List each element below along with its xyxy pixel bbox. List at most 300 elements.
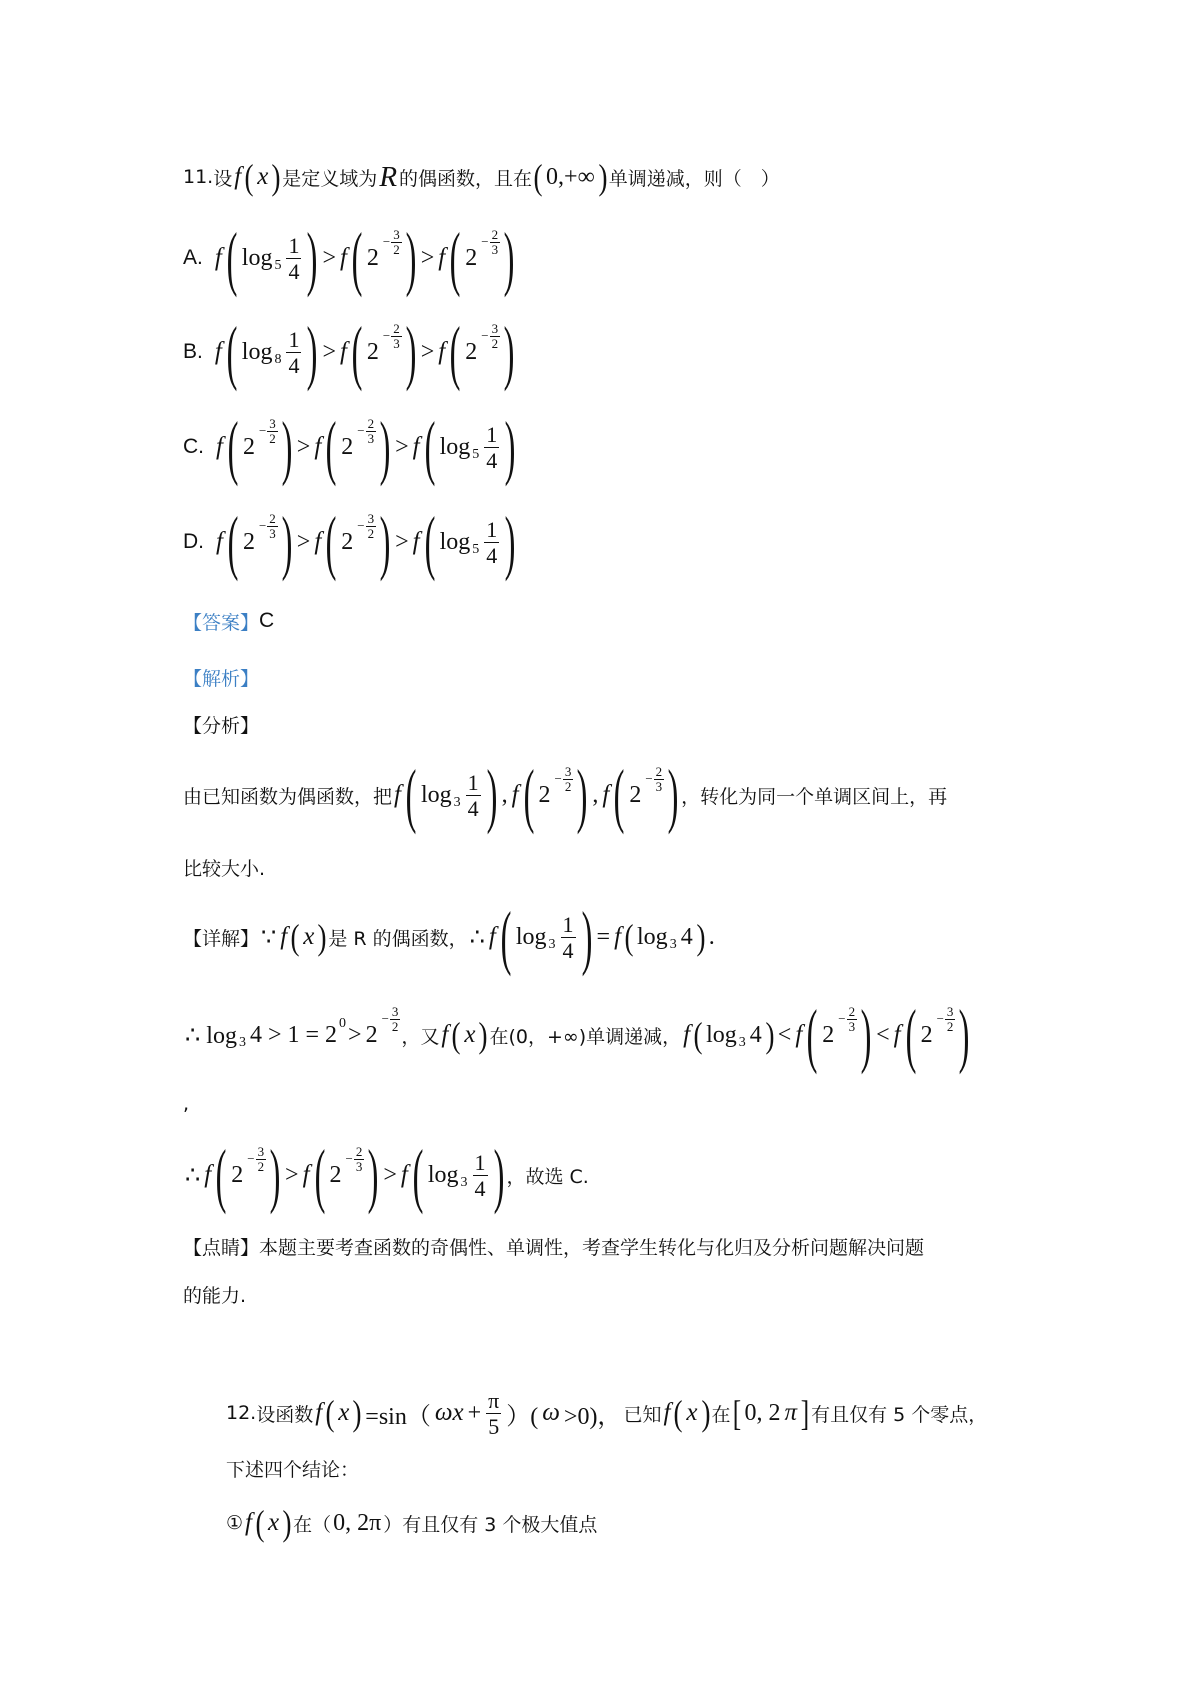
numerator: 3 (269, 415, 276, 431)
exponent-fraction (366, 512, 377, 541)
power (463, 320, 501, 367)
denominator: 3 (848, 1018, 856, 1034)
numerator: 1 (288, 232, 300, 258)
denominator: 3 (393, 335, 400, 351)
negative-fraction-exponent (259, 512, 279, 541)
text: ，故选 C. (506, 1165, 589, 1188)
text: 【详解】 (183, 927, 260, 950)
option-label: B. (183, 340, 203, 363)
power-base: 2 (920, 1021, 933, 1048)
text: ① (226, 1512, 244, 1534)
open-paren: ( (905, 995, 916, 1075)
negative-fraction-exponent (247, 1145, 267, 1174)
power-base: 2 (242, 528, 255, 555)
parenthesized-group (447, 218, 517, 298)
numerator: 3 (946, 1003, 954, 1019)
parenthesized-group (521, 755, 591, 835)
minus-sign: − (357, 518, 365, 533)
fraction (466, 770, 481, 821)
negative-fraction-exponent (481, 322, 501, 351)
text: , (183, 1093, 190, 1115)
parenthesized-group (224, 218, 321, 298)
power (365, 320, 403, 367)
parenthesized-group (224, 312, 321, 392)
subscript: 3 (460, 1175, 468, 1190)
open-paren: ( (351, 312, 363, 392)
math-text: ∴ (185, 1162, 201, 1189)
power-base: 2 (366, 338, 379, 365)
text: 已知 (623, 1403, 662, 1426)
text: 在(0，+∞)单调递减， (489, 1025, 682, 1048)
close-paren: ) (379, 407, 391, 487)
open-paren: ( (290, 917, 300, 957)
math-variable: f (683, 1021, 691, 1048)
math-text: log (515, 923, 547, 950)
fraction (473, 1150, 488, 1201)
power-base: 2 (629, 781, 642, 808)
parenthesized-group (323, 407, 393, 487)
minus-sign: − (357, 423, 365, 438)
parenthesized-group (903, 995, 973, 1075)
math-text: log (420, 781, 452, 808)
text: 12. (226, 1402, 257, 1424)
fraction (286, 233, 301, 284)
open-paren: ( (325, 1393, 335, 1433)
subscript: 5 (274, 258, 282, 273)
text: 是定义域为 (282, 167, 378, 190)
math-variable: f (315, 1399, 323, 1426)
close-paren: ) (269, 1135, 281, 1215)
power (328, 1143, 366, 1190)
open-paren: ( (673, 1393, 683, 1433)
math-variable: x (464, 1021, 476, 1048)
close-paren: ) (405, 218, 417, 298)
math-variable: f (438, 338, 446, 365)
text: 单调递减，则（ ） (608, 167, 780, 190)
close-paren: ) (860, 995, 872, 1075)
denominator: 2 (257, 1158, 265, 1174)
open-paren: ( (226, 312, 238, 392)
close-paren: ) (765, 1015, 775, 1055)
power-base: 2 (366, 244, 379, 271)
numerator: 1 (467, 769, 479, 795)
numerator: 2 (269, 510, 276, 526)
close-paren: ) (307, 218, 318, 298)
math-variable: f (302, 1161, 310, 1188)
minus-sign: − (258, 423, 267, 438)
numerator: 3 (491, 320, 499, 336)
exponent-fraction (267, 512, 278, 541)
xiangjie-3 (183, 1135, 589, 1215)
option-c (183, 407, 518, 487)
numerator: 3 (393, 226, 400, 242)
fraction (286, 327, 301, 378)
exponent-fraction (366, 417, 377, 446)
negative-fraction-exponent (357, 512, 377, 541)
math-text: 0, 2 (744, 1399, 781, 1426)
parenthesized-group (349, 218, 419, 298)
option-label: A. (183, 246, 203, 269)
parenthesized-group (692, 1017, 776, 1053)
negative-fraction-exponent (645, 765, 665, 794)
minus-sign: − (481, 234, 489, 249)
math-text: > (322, 244, 336, 271)
minus-sign: − (481, 328, 489, 343)
numerator: 2 (393, 320, 400, 336)
math-variable: f (438, 244, 446, 271)
subscript: 5 (472, 542, 480, 557)
fenxi-heading (183, 689, 259, 759)
denominator: 2 (946, 1018, 954, 1034)
text: 的偶函数，且在 (399, 167, 533, 190)
denominator: 3 (269, 525, 276, 541)
text: ，又 (401, 1025, 440, 1048)
power (339, 510, 377, 557)
open-paren: [ (732, 1393, 741, 1433)
numerator: 2 (491, 226, 499, 242)
numerator: 3 (391, 1003, 399, 1019)
parenthesized-group (349, 312, 419, 392)
minus-sign: − (554, 771, 562, 786)
numerator: 1 (486, 516, 498, 542)
text: 由已知函数为偶函数，把 (183, 785, 393, 808)
math-variable: f (412, 528, 420, 555)
math-variable: f (339, 338, 347, 365)
option-b (183, 312, 517, 392)
power (463, 226, 501, 273)
open-paren: ( (215, 1135, 227, 1215)
exponent-fraction (490, 322, 501, 351)
power-base: 2 (365, 1021, 378, 1048)
math-variable: f (214, 244, 222, 271)
numerator: π (488, 1387, 500, 1413)
text: 有且仅有 5 个零点， (811, 1403, 988, 1426)
q11-stem (183, 142, 780, 212)
denominator: 4 (467, 795, 479, 821)
close-paren: ) (352, 1393, 362, 1433)
negative-fraction-exponent (259, 417, 279, 446)
math-text: =sin（ (365, 1403, 431, 1430)
denominator: 2 (393, 241, 400, 257)
math-variable: f (245, 1509, 252, 1536)
denominator: 4 (288, 258, 300, 284)
denominator: 3 (367, 430, 375, 446)
text: 下述四个结论： (226, 1458, 360, 1481)
math-text: = (596, 923, 611, 950)
numerator: 3 (564, 763, 572, 779)
math-variable: x (686, 1399, 698, 1426)
power-base: 2 (341, 528, 354, 555)
math-variable: f (893, 1021, 901, 1048)
exponent-fraction (847, 1005, 858, 1034)
parenthesized-group (447, 312, 517, 392)
close-paren: ) (504, 407, 516, 487)
math-text: log (637, 923, 668, 950)
numerator: 1 (562, 911, 574, 937)
denominator: 4 (486, 447, 498, 473)
math-variable: x (303, 923, 315, 950)
superscript: 0 (339, 1016, 347, 1031)
option-label: C. (183, 435, 204, 458)
open-paren: ( (449, 312, 461, 392)
text: 的能力. (183, 1284, 247, 1307)
subscript: 3 (238, 1035, 246, 1050)
math-variable: f (614, 923, 622, 950)
power (919, 1003, 957, 1050)
math-text: , (501, 781, 508, 808)
open-paren: ( (424, 407, 435, 487)
fenxi-text-2 (183, 832, 265, 902)
power-base: 2 (329, 1161, 342, 1188)
math-variable: f (280, 923, 288, 950)
power-base: 2 (465, 244, 478, 271)
power-base: 2 (465, 338, 478, 365)
open-paren: ( (351, 218, 363, 298)
math-text: 0,+∞ (546, 163, 595, 190)
close-paren: ) (598, 157, 608, 197)
math-text: ∵ (261, 924, 277, 951)
denominator: 2 (491, 335, 499, 351)
close-paren: ) (367, 1135, 379, 1215)
open-paren: ( (806, 995, 818, 1075)
math-variable: f (795, 1021, 803, 1048)
parenthesized-group (623, 919, 707, 955)
exponent-fraction (945, 1005, 956, 1034)
close-paren: ) (282, 1503, 292, 1543)
close-paren: ) (581, 897, 592, 977)
math-variable: x (257, 163, 269, 190)
math-text: log (439, 528, 471, 555)
text: 在（ (293, 1513, 332, 1536)
text: 是 R 的偶函数， (328, 927, 468, 950)
option-a (183, 218, 517, 298)
parenthesized-group (804, 995, 874, 1075)
math-variable: f (511, 781, 519, 808)
numerator: 3 (367, 510, 375, 526)
denominator: 2 (564, 778, 572, 794)
exponent-fraction (354, 1145, 365, 1174)
subscript: 3 (453, 795, 461, 810)
math-text: log (706, 1021, 737, 1048)
negative-fraction-exponent (937, 1005, 957, 1034)
close-paren: ) (281, 407, 293, 487)
math-text: > (420, 338, 435, 365)
exponent-fraction (490, 228, 501, 257)
fenxi-text-1 (183, 755, 948, 835)
parenthesized-group (672, 1395, 711, 1431)
power (241, 510, 279, 557)
numerator: 2 (848, 1003, 856, 1019)
power (241, 415, 279, 462)
math-text: log (439, 433, 471, 460)
parenthesized-group (422, 407, 519, 487)
math-text: + (467, 1399, 482, 1426)
parenthesized-group (323, 502, 393, 582)
parenthesized-group (532, 159, 609, 195)
math-variable: f (441, 1021, 449, 1048)
math-text: < (876, 1021, 890, 1048)
math-text: 4 > 1 = 2 (249, 1021, 338, 1048)
exponent-fraction (390, 1005, 401, 1034)
minus-sign: − (936, 1011, 944, 1026)
math-text: > (395, 433, 409, 460)
numerator: 2 (355, 1143, 363, 1159)
minus-sign: − (345, 1151, 353, 1166)
power (820, 1003, 858, 1050)
open-paren: ( (449, 218, 461, 298)
math-text: > (285, 1161, 299, 1188)
math-variable: x (338, 1399, 350, 1426)
parenthesized-group (213, 1135, 283, 1215)
open-paren: ( (226, 218, 238, 298)
numerator: 2 (367, 415, 375, 431)
open-paren: ( (451, 1015, 461, 1055)
parenthesized-group (225, 502, 295, 582)
text: 【分析】 (183, 714, 260, 737)
parenthesized-group (731, 1395, 812, 1431)
close-paren: ) (503, 312, 515, 392)
open-paren: ( (693, 1015, 703, 1055)
text: 比较大小. (183, 857, 266, 880)
parenthesized-group (611, 755, 681, 835)
math-variable: f (216, 528, 223, 555)
minus-sign: − (382, 328, 391, 343)
text: ）有且仅有 3 个极大值点 (383, 1513, 598, 1536)
math-text: ∴ (469, 924, 485, 951)
denominator: 4 (288, 352, 300, 378)
math-variable: f (216, 433, 223, 460)
power-base: 2 (341, 433, 354, 460)
numerator: 1 (474, 1149, 486, 1175)
exponent-fraction (391, 322, 402, 351)
exponent-fraction (256, 1145, 267, 1174)
math-variable: f (314, 433, 322, 460)
negative-fraction-exponent (382, 1005, 402, 1034)
math-text: ∴ log (185, 1022, 237, 1049)
math-variable: x (268, 1509, 280, 1536)
subscript: 3 (669, 937, 677, 952)
math-variable: f (339, 244, 347, 271)
answer-value: C (259, 609, 275, 632)
math-text: > (348, 1021, 362, 1048)
text: 11. (183, 166, 214, 188)
math-text: log (241, 244, 273, 271)
minus-sign: − (382, 234, 391, 249)
numerator: 3 (257, 1143, 265, 1159)
parenthesized-group (450, 1017, 489, 1053)
negative-fraction-exponent (383, 322, 403, 351)
subscript: 5 (472, 447, 480, 462)
close-paren: ) (405, 312, 417, 392)
text: 【点睛】本题主要考查函数的奇偶性、单调性，考查学生转化与化归及分析问题解决问题 (183, 1236, 925, 1259)
open-paren: ( (424, 502, 435, 582)
math-variable: π (784, 1399, 798, 1426)
negative-fraction-exponent (383, 228, 403, 257)
denominator: 4 (486, 542, 498, 568)
xiangjie-1 (183, 897, 717, 977)
denominator: 2 (391, 1018, 399, 1034)
negative-fraction-exponent (838, 1005, 858, 1034)
subscript: 8 (274, 352, 282, 367)
math-variable: f (488, 923, 496, 950)
denominator: 4 (562, 937, 574, 963)
math-text: > (420, 244, 435, 271)
math-text: , (592, 781, 599, 808)
math-variable: ωx (434, 1399, 464, 1426)
subscript: 3 (738, 1035, 746, 1050)
math-variable: f (204, 1161, 212, 1188)
math-text: > (296, 433, 311, 460)
power-base: 2 (231, 1161, 244, 1188)
math-text: < (777, 1021, 792, 1048)
parenthesized-group (498, 897, 595, 977)
power-base: 2 (242, 433, 255, 460)
math-variable: f (394, 781, 401, 808)
exponent-fraction (267, 417, 278, 446)
math-text: >0)， (563, 1403, 622, 1430)
close-paren: ) (493, 1135, 504, 1215)
xiangjie-comma (183, 1069, 189, 1139)
close-paren: ) (486, 755, 498, 835)
open-paren: ( (325, 502, 337, 582)
math-set-symbol: R (379, 160, 398, 193)
math-text: > (395, 528, 409, 555)
exponent-fraction (391, 228, 402, 257)
math-text: > (296, 528, 311, 555)
xiangjie-2 (183, 995, 972, 1075)
open-paren: ( (325, 407, 337, 487)
close-paren: ] (800, 1393, 810, 1433)
power (364, 1003, 402, 1050)
close-paren: ) (379, 502, 391, 582)
math-variable: ω (542, 1399, 560, 1426)
open-paren: ( (244, 157, 254, 197)
close-paren: ) (503, 218, 515, 298)
section-label: 【解析】 (183, 667, 260, 690)
denominator: 2 (367, 525, 375, 541)
power (537, 763, 575, 810)
math-variable: f (412, 433, 420, 460)
exponent-fraction (563, 765, 574, 794)
math-variable: f (234, 163, 242, 190)
negative-fraction-exponent (481, 228, 501, 257)
parenthesized-group (422, 502, 519, 582)
subscript: 3 (548, 937, 556, 952)
math-text: 0, 2π (333, 1509, 382, 1536)
close-paren: ) (667, 755, 679, 835)
parenthesized-group (243, 159, 282, 195)
parenthesized-group (410, 1135, 507, 1215)
math-text: > (383, 1161, 397, 1188)
math-text: log (427, 1161, 459, 1188)
minus-sign: − (645, 771, 653, 786)
close-paren: ) (701, 1393, 711, 1433)
option-d (183, 502, 518, 582)
math-text: > (322, 338, 336, 365)
close-paren: ) (281, 502, 293, 582)
dianjing-1 (183, 1211, 924, 1281)
math-text: . (708, 923, 715, 950)
text: ，转化为同一个单调区间上，再 (681, 785, 948, 808)
open-paren: ( (624, 917, 634, 957)
math-text: 4 (680, 923, 693, 950)
exponent-fraction (654, 765, 665, 794)
text: 设 (213, 167, 233, 190)
minus-sign: − (247, 1151, 255, 1166)
denominator: 5 (488, 1413, 500, 1439)
open-paren: ( (523, 755, 534, 835)
math-variable: f (214, 338, 222, 365)
